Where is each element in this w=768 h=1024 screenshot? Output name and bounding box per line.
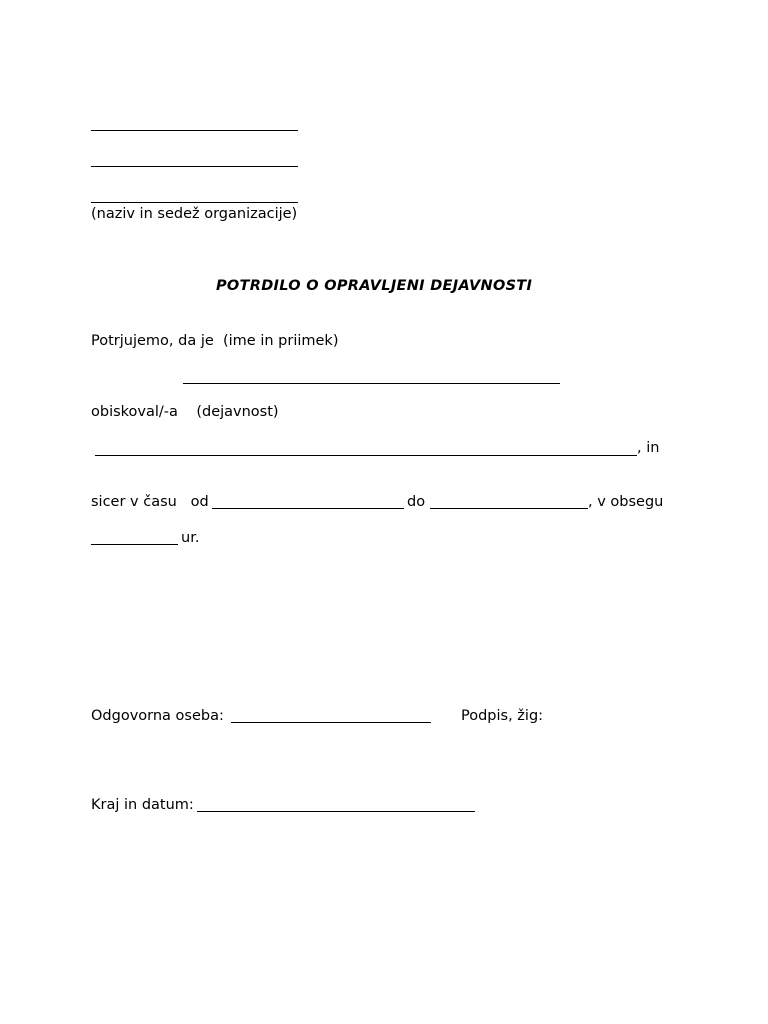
org-caption: (naziv in sedež organizacije) — [91, 206, 298, 222]
date-from-line[interactable] — [212, 508, 404, 509]
place-date-label: Kraj in datum: — [91, 797, 194, 813]
full-name-line[interactable] — [183, 383, 560, 384]
confirm-text: Potrjujemo, da je (ime in priimek) — [91, 333, 339, 349]
hours-suffix: ur. — [181, 530, 200, 546]
place-date-line[interactable] — [197, 811, 475, 812]
org-name-line-3[interactable] — [91, 202, 298, 203]
attended-text: obiskoval/-a (dejavnost) — [91, 404, 279, 420]
time-to-label: do — [407, 494, 426, 510]
scope-label: , v obsegu — [588, 494, 664, 510]
responsible-label: Odgovorna oseba: — [91, 708, 224, 724]
signature-label: Podpis, žig: — [461, 708, 544, 724]
hours-line[interactable] — [91, 544, 178, 545]
time-prefix: sicer v času od — [91, 494, 209, 510]
org-name-line-1[interactable] — [91, 130, 298, 131]
activity-suffix: , in — [637, 440, 660, 456]
org-name-line-2[interactable] — [91, 166, 298, 167]
activity-line[interactable] — [95, 455, 637, 456]
responsible-person-line[interactable] — [231, 722, 431, 723]
date-to-line[interactable] — [430, 508, 588, 509]
document-title: POTRDILO O OPRAVLJENI DEJAVNOSTI — [216, 278, 533, 294]
